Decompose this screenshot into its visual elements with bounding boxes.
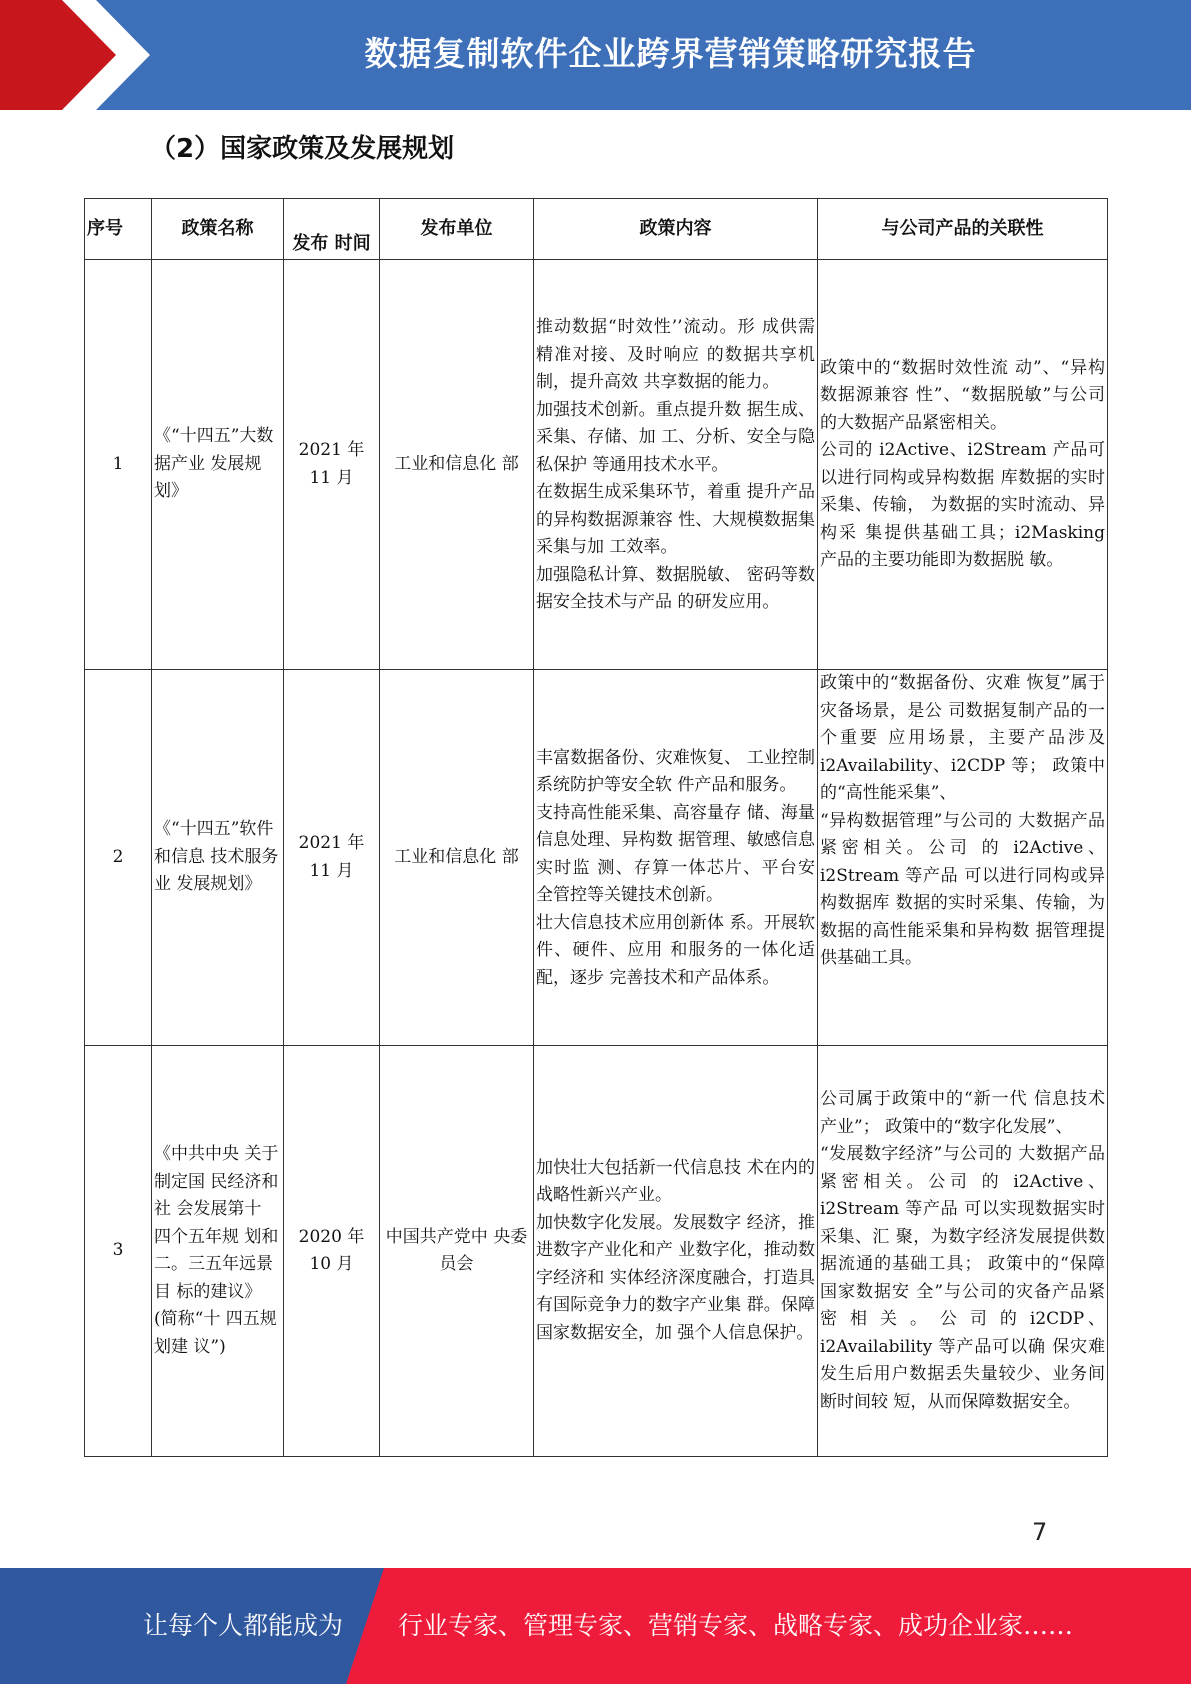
section-heading: （2）国家政策及发展规划 (150, 134, 455, 164)
row-policy-content (534, 260, 818, 670)
header-publisher: 发布单位 (380, 199, 534, 260)
page-number: 7 (1032, 1518, 1048, 1546)
footer-banner (0, 1568, 1191, 1684)
row-policy-name: 《“十四五”大数据产业 发展规划》 (152, 260, 284, 670)
publish-year: 2021 年 (298, 440, 365, 460)
content-paragraph: 加快数字化发展。发展数字 经济，推进数字产业化和产 业数字化，推动数字经济和 实体经济深度融合，打造具 有国际竞争力的数字产业集 群。保障国家数据安全，加 强个人信息保护。 (536, 1212, 815, 1343)
publish-month: 11 月 (309, 860, 354, 881)
content-paragraph: 丰富数据备份、灾难恢复、 工业控制系统防护等安全软 件产品和服务。 (536, 747, 815, 796)
content-paragraph: 支持高性能采集、高容量存 储、海量信息处理、异构数 据管理、敏感信息实时监 测、存算一体芯片、平台安 全管控等关键技术创新。 (536, 802, 815, 906)
header-relevance: 与公司产品的关联性 (818, 199, 1108, 260)
row-policy-name (152, 1046, 284, 1457)
row-publisher: 中国共产党中 央委员会 (380, 1046, 534, 1457)
relevance-paragraph: 公司属于政策中的“新一代 信息技术产业”； 政策中的“数字化发展”、 (820, 1089, 1105, 1137)
relevance-paragraph: 公司的 i2Active、i2Stream 产品可以进行同构或异构数据 库数据的实时采集、传输， 为数据的实时流动、异构采 集提供基础工具；i2Masking 产品的主要功能即为数据脱 敏。 (820, 440, 1105, 570)
row-publish-time (284, 1046, 380, 1457)
table-row (85, 260, 1108, 670)
header-policy-content: 政策内容 (534, 199, 818, 260)
content-paragraph: 推动数据“时效性’’流动。形 成供需精准对接、及时响应 的数据共享机制，提升高效 共享数据的能力。 (536, 317, 815, 393)
publish-year: 2020 年 (298, 1226, 365, 1247)
publish-month: 11 月 (309, 467, 354, 488)
row-publish-time (284, 670, 380, 1046)
row-publisher: 工业和信息化 部 (380, 670, 534, 1046)
policy-table (84, 198, 1108, 1457)
table-header-row (85, 199, 1108, 260)
relevance-paragraph: 政策中的“数据备份、灾难 恢复”属于灾备场景，是公 司数据复制产品的一个重要 应用场景，主要产品涉及 i2Availability、i2CDP 等； 政策中的“高性能采集”、 (820, 673, 1105, 803)
table-row (85, 1046, 1108, 1457)
policy-name-abbrev: (简称“十 四五规划建 议”) (154, 1309, 277, 1357)
header-publish-time: 发布 时间 (284, 199, 380, 260)
header-seq: 序号 (85, 199, 152, 260)
relevance-paragraph: “异构数据管理”与公司的 大数据产品紧密相关。公司 的 i2Active、i2Stream 等产品 可以进行同构或异构数据库 数据的实时采集、传输，为 数据的高性能采集和异构数 据管理提供基础工具。 (820, 810, 1105, 968)
row-seq: 2 (85, 670, 152, 1046)
header-policy-name: 政策名称 (152, 199, 284, 260)
row-seq: 3 (85, 1046, 152, 1457)
content-paragraph: 壮大信息技术应用创新体 系。开展软件、硬件、应用 和服务的一体化适配，逐步 完善技术和产品体系。 (536, 912, 815, 988)
row-policy-content (534, 670, 818, 1046)
content-paragraph: 加强技术创新。重点提升数 据生成、采集、存储、加 工、分析、安全与隐私保护 等通用技术水平。 (536, 399, 815, 475)
publish-year: 2021 年 (298, 833, 365, 853)
relevance-paragraph: “发展数字经济”与公司的 大数据产品紧密相关。公司 的 i2Active、i2Stream 等产品 可以实现数据实时采集、汇 聚，为数字经济发展提供数 据流通的基础工具； 政策中的“保障国家数据安 全”与公司的灾备产品紧密 相 关 。 公 司 的 i2CDP、i2Availability 等产品可以确 保灾难发生后用户数据丢失量较少、业务间断时间较 短，从而保障数据安全。 (820, 1144, 1105, 1412)
publish-month: 10 月 (309, 1254, 354, 1274)
row-policy-name: 《“十四五”软件和信息 技术服务业 发展规划》 (152, 670, 284, 1046)
report-title: 数据复制软件企业跨界营销策略研究报告 (364, 34, 977, 73)
row-publisher: 工业和信息化 部 (380, 260, 534, 670)
relevance-paragraph: 政策中的“数据时效性流 动”、“异构数据源兼容 性”、“数据脱敏”与公司 的大数据产品紧密相关。 (820, 357, 1105, 433)
policy-name-text: 《中共中央 关于制定国 民经济和社 会发展第十 四个五年规 划和二。三五年远景目 标的建议》 (154, 1144, 279, 1302)
content-paragraph: 加强隐私计算、数据脱敏、 密码等数据安全技术与产品 的研发应用。 (536, 564, 815, 613)
content-paragraph: 加快壮大包括新一代信息技 术在内的战略性新兴产业。 (536, 1157, 815, 1206)
table-row (85, 670, 1108, 1046)
content-paragraph: 在数据生成采集环节，着重 提升产品的异构数据源兼容 性、大规模数据集采集与加 工效率。 (536, 482, 815, 558)
footer-slogan-left: 让每个人都能成为 (143, 1611, 344, 1640)
row-publish-time (284, 260, 380, 670)
footer-slogan-right: 行业专家、管理专家、营销专家、战略专家、成功企业家…… (398, 1611, 1074, 1640)
row-seq: 1 (85, 260, 152, 670)
header-banner (0, 0, 1191, 110)
row-relevance (818, 1046, 1108, 1457)
row-relevance (818, 260, 1108, 670)
row-relevance (818, 670, 1108, 1046)
row-policy-content (534, 1046, 818, 1457)
